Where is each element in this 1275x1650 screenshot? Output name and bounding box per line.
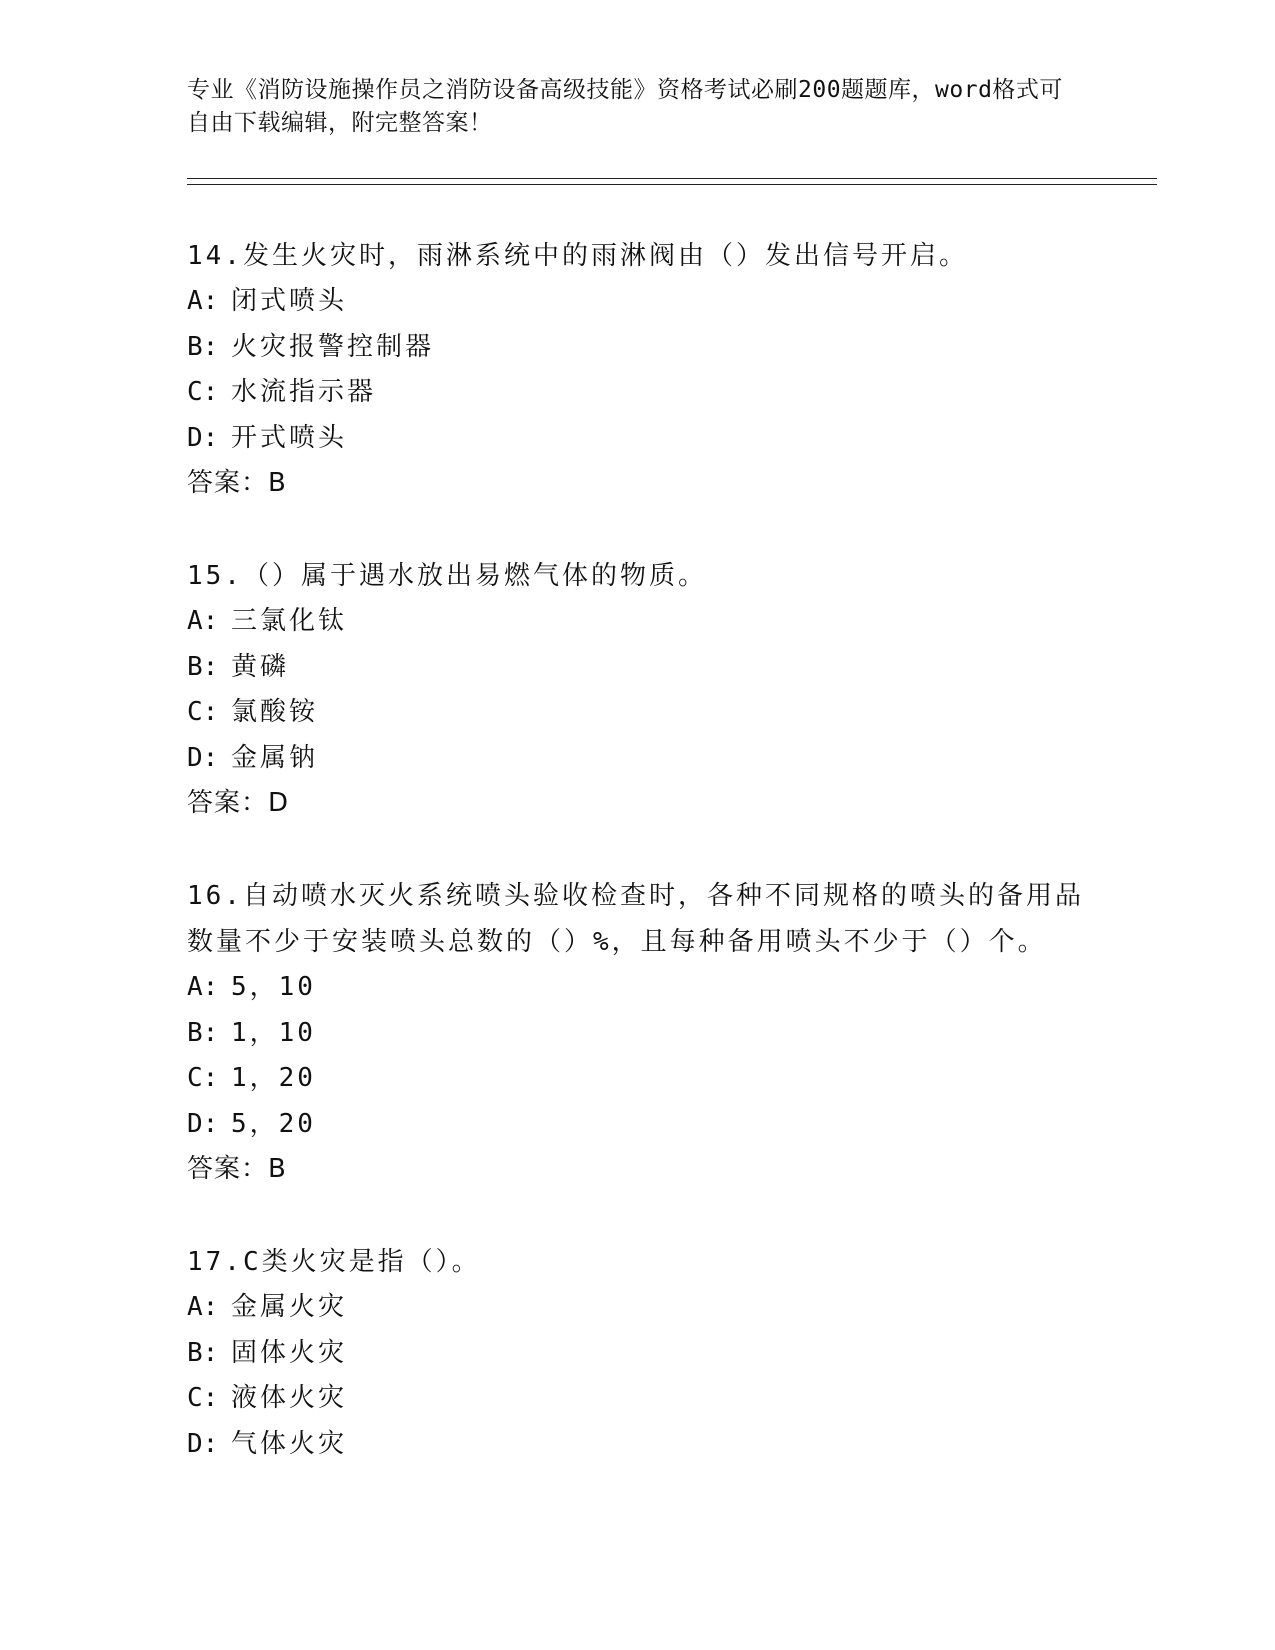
option-text: 固体火灾 <box>231 1337 348 1368</box>
answer-line: 答案：D <box>187 788 290 818</box>
option-text: 气体火灾 <box>231 1428 348 1459</box>
option-b <box>187 1331 1087 1377</box>
question-17 <box>187 1239 1087 1467</box>
question-15 <box>187 553 1087 826</box>
option-letter: D: <box>187 1428 219 1459</box>
question-list <box>187 233 1087 1514</box>
question-stem: 14.发生火灾时，雨淋系统中的雨淋阀由（）发出信号开启。 <box>187 241 968 271</box>
option-a <box>187 279 1087 325</box>
question-stem: 15.（）属于遇水放出易燃气体的物质。 <box>187 561 707 591</box>
header-divider-top <box>187 178 1157 179</box>
answer-line: 答案：B <box>187 468 287 498</box>
option-a <box>187 1285 1087 1331</box>
option-d <box>187 1102 1087 1148</box>
document-header: 专业《消防设施操作员之消防设备高级技能》资格考试必刷200题题库，word格式可自由下载编辑，附完整答案！ <box>187 77 1063 136</box>
option-letter: D: <box>187 742 219 773</box>
option-letter: B: <box>187 651 219 682</box>
option-letter: C: <box>187 1383 219 1413</box>
question-14 <box>187 233 1087 506</box>
option-text: 三氯化钛 <box>231 606 348 636</box>
option-letter: A: <box>187 972 219 1002</box>
option-letter: D: <box>187 422 219 453</box>
question-16 <box>187 873 1087 1192</box>
option-text: 5，20 <box>231 1108 316 1139</box>
option-text: 火灾报警控制器 <box>231 331 435 362</box>
option-a <box>187 599 1087 645</box>
option-letter: A: <box>187 1292 219 1322</box>
question-stem: 16.自动喷水灭火系统喷头验收检查时，各种不同规格的喷头的备用品数量不少于安装喷头总数的（）%，且每种备用喷头不少于（）个。 <box>187 881 1084 957</box>
option-b <box>187 645 1087 691</box>
answer-line: 答案：B <box>187 1154 287 1184</box>
question-stem: 17.C类火灾是指（）。 <box>187 1247 481 1277</box>
option-text: 黄磷 <box>231 651 290 682</box>
option-text: 液体火灾 <box>231 1383 348 1413</box>
option-c <box>187 370 1087 416</box>
option-b <box>187 1011 1087 1057</box>
option-text: 开式喷头 <box>231 422 348 453</box>
option-letter: C: <box>187 1063 219 1093</box>
option-c <box>187 1376 1087 1422</box>
option-d <box>187 416 1087 462</box>
option-letter: D: <box>187 1108 219 1139</box>
option-letter: A: <box>187 286 219 316</box>
option-c <box>187 690 1087 736</box>
option-c <box>187 1056 1087 1102</box>
option-letter: B: <box>187 1337 219 1368</box>
option-letter: C: <box>187 697 219 727</box>
option-text: 金属火灾 <box>231 1292 348 1322</box>
option-text: 闭式喷头 <box>231 286 348 316</box>
option-b <box>187 325 1087 371</box>
option-letter: B: <box>187 1017 219 1048</box>
option-letter: B: <box>187 331 219 362</box>
option-text: 金属钠 <box>231 742 319 773</box>
option-letter: A: <box>187 606 219 636</box>
option-a <box>187 965 1087 1011</box>
header-divider-bottom <box>187 184 1157 185</box>
option-text: 5，10 <box>231 972 316 1002</box>
option-d <box>187 1422 1087 1468</box>
option-d <box>187 736 1087 782</box>
option-text: 1，20 <box>231 1063 316 1093</box>
option-text: 1，10 <box>231 1017 316 1048</box>
option-letter: C: <box>187 377 219 407</box>
option-text: 氯酸铵 <box>231 697 319 727</box>
option-text: 水流指示器 <box>231 377 377 407</box>
